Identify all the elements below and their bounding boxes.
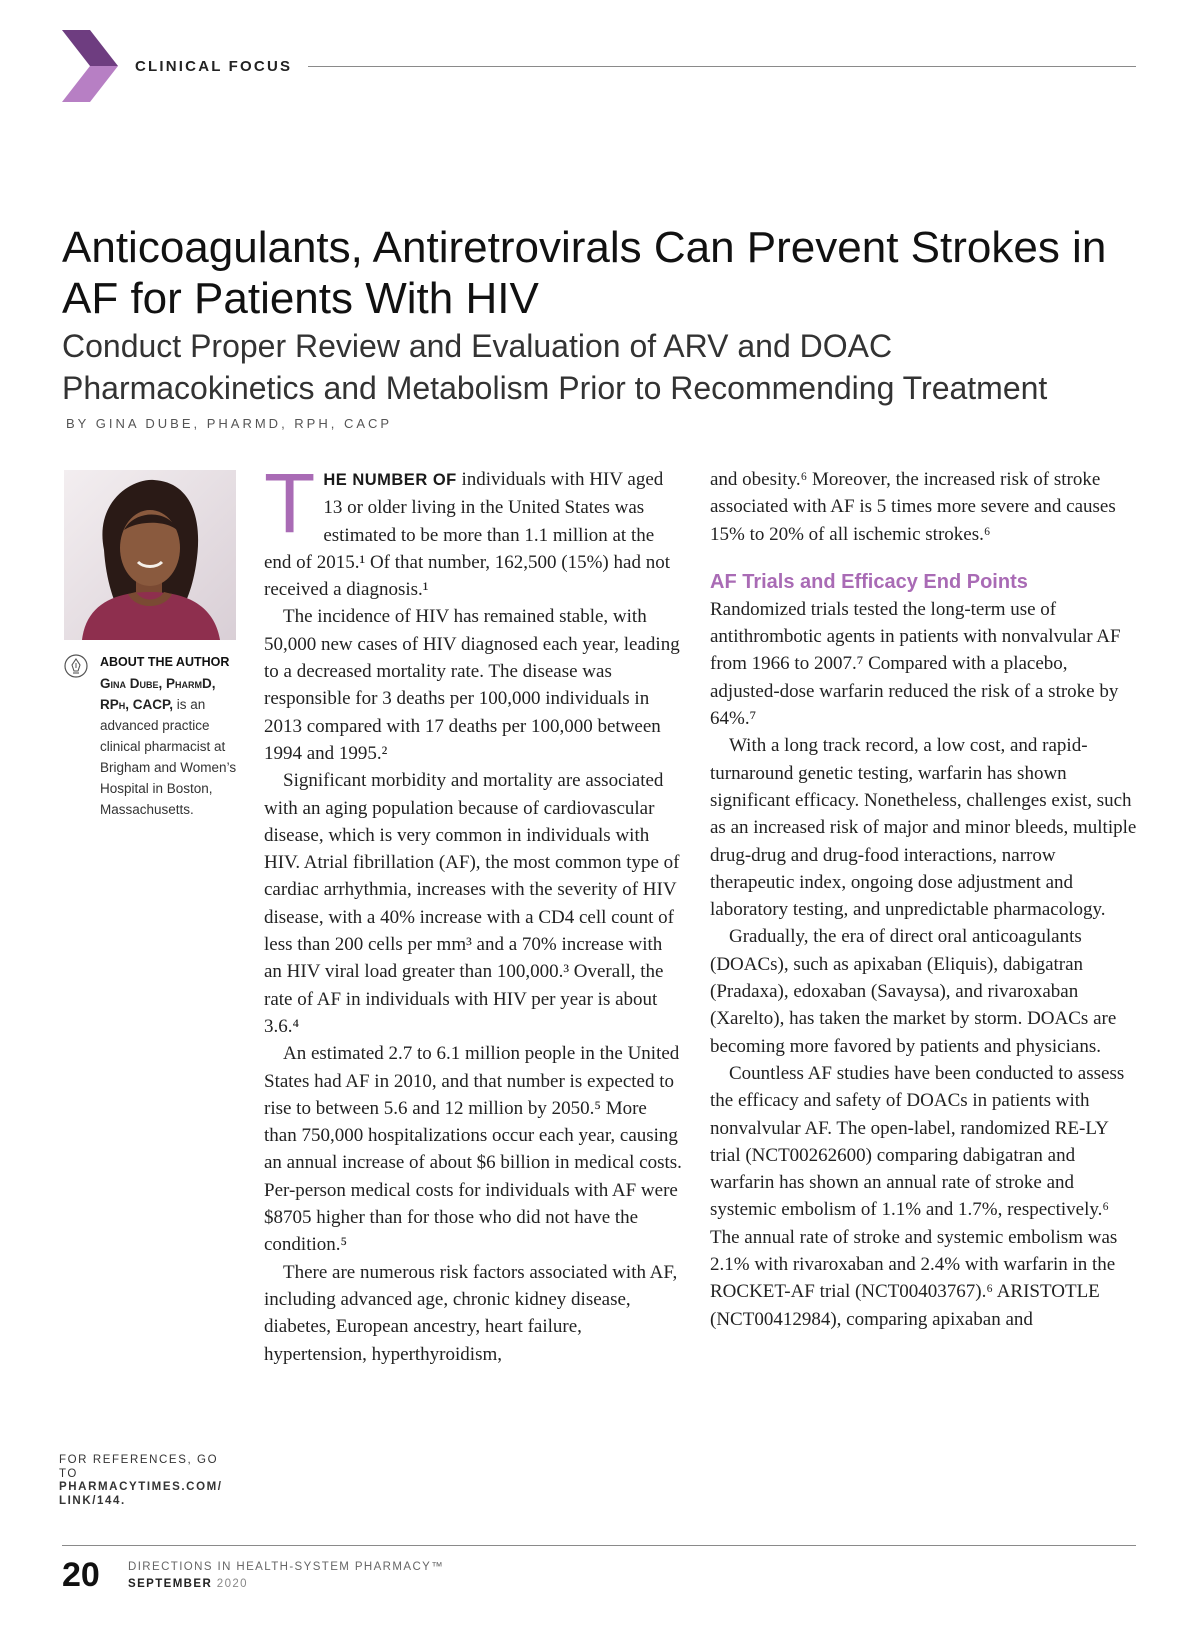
header-divider	[308, 66, 1136, 67]
author-name: Gina Dube, PharmD, RPh, CACP,	[100, 676, 216, 712]
issue-year: 2020	[216, 1578, 248, 1590]
paragraph-7: Randomized trials tested the long-term use of antithrombotic agents in patients with nonvalvular AF from 1966 to 2007.⁷ Compared with a placebo, adjusted-dose warfarin reduced the risk of a stroke by 64%.⁷	[710, 598, 1121, 730]
drop-cap: T	[264, 456, 316, 550]
body-column-1	[264, 456, 682, 1368]
article-subtitle: Conduct Proper Review and Evaluation of ARV and DOAC Pharmacokinetics and Metabolism Prior to Recommending Treatment	[62, 328, 1048, 406]
chevron-icon	[62, 30, 118, 102]
body-column-2	[710, 466, 1140, 1333]
section-label: CLINICAL FOCUS	[135, 58, 293, 75]
paragraph-9: Gradually, the era of direct oral anticoagulants (DOACs), such as apixaban (Eliquis), dabigatran (Pradaxa), edoxaban (Savaysa), and rivaroxaban (Xarelto), has taken the market by storm. DOACs are becoming more favored by patients and physicians.	[710, 926, 1117, 1057]
author-heading: ABOUT THE AUTHOR	[100, 655, 230, 669]
paragraph-2: The incidence of HIV has remained stable, with 50,000 new cases of HIV diagnosed each year, leading to a decreased mortality rate. The disease was responsible for 3 deaths per 100,000 individuals in 2013 compared with 17 deaths per 100,000 between 1994 and 1995.²	[264, 606, 680, 764]
pen-nib-icon	[64, 654, 88, 678]
paragraph-6: and obesity.⁶ Moreover, the increased risk of stroke associated with AF is 5 times more severe and causes 15% to 20% of all ischemic strokes.⁶	[710, 469, 1116, 545]
section-heading: AF Trials and Efficacy End Points	[710, 570, 1028, 593]
byline: BY GINA DUBE, PHARMD, RPH, CACP	[66, 416, 393, 431]
paragraph-3: Significant morbidity and mortality are associated with an aging population because of cardiovascular disease, which is very common in individuals with HIV. Atrial fibrillation (AF), the most common type of cardiac arrhythmia, increases with the severity of HIV disease, with a 40% increase with a CD4 cell count of less than 200 cells per mm³ and a 70% increase with an HIV viral load greater than 100,000.³ Overall, the rate of AF in individuals with HIV per year is about 3.6.⁴	[264, 770, 680, 1037]
article-title: Anticoagulants, Antiretrovirals Can Prevent Strokes in AF for Patients With HIV	[62, 223, 1107, 323]
issue-month: SEPTEMBER	[128, 1578, 213, 1590]
issue-date	[128, 1578, 248, 1590]
footer-divider	[62, 1545, 1136, 1546]
references-note	[59, 1454, 239, 1508]
publication-name: DIRECTIONS IN HEALTH-SYSTEM PHARMACY™	[128, 1561, 445, 1573]
paragraph-4: An estimated 2.7 to 6.1 million people in the United States had AF in 2010, and that number is expected to rise to between 5.6 and 12 million by 2050.⁵ More than 750,000 hospitalizations occur each year, causing an annual increase of about $6 billion in medical costs. Per-person medical costs for individuals with AF were $8705 higher than for those who did not have the condition.⁵	[264, 1043, 682, 1256]
author-description: is an advanced practice clinical pharmacist at Brigham and Women’s Hospital in Boston, Massachusetts.	[100, 697, 237, 817]
paragraph-5: There are numerous risk factors associated with AF, including advanced age, chronic kidney disease, diabetes, European ancestry, heart failure, hypertension, hyperthyroidism,	[264, 1261, 678, 1365]
references-link[interactable]: PHARMACYTIMES.COM/ LINK/144.	[59, 1481, 223, 1507]
references-prefix: FOR REFERENCES, GO TO	[59, 1454, 219, 1480]
paragraph-10: Countless AF studies have been conducted to assess the efficacy and safety of DOACs in patients with nonvalvular AF. The open-label, randomized RE-LY trial (NCT00262600) comparing dabigatran and warfarin has shown an annual rate of stroke and systemic embolism of 1.1% and 1.7%, respectively.⁶ The annual rate of stroke and systemic embolism was 2.1% with rivaroxaban and 2.4% with warfarin in the ROCKET-AF trial (NCT00403767).⁶ ARISTOTLE (NCT00412984), comparing apixaban and	[710, 1062, 1125, 1330]
paragraph-8: With a long track record, a low cost, and rapid-turnaround genetic testing, warfarin has shown significant efficacy. Nonetheless, challenges exist, such as an increased risk of major and minor bleeds, multiple drug-drug and drug-food interactions, narrow therapeutic index, ongoing dose adjustment and laboratory testing, and unpredictable pharmacology.	[710, 735, 1137, 921]
paragraph-1-text: individuals with HIV aged 13 or older living in the United States was estimated to be more than 1.1 million at the end of 2015.¹ Of that number, 162,500 (15%) had not received a diagnosis.¹	[264, 469, 670, 601]
paragraph-1	[264, 456, 682, 603]
author-bio	[100, 652, 240, 820]
lead-in: HE NUMBER OF	[323, 471, 457, 489]
page-number: 20	[62, 1556, 100, 1594]
author-photo	[64, 470, 236, 640]
